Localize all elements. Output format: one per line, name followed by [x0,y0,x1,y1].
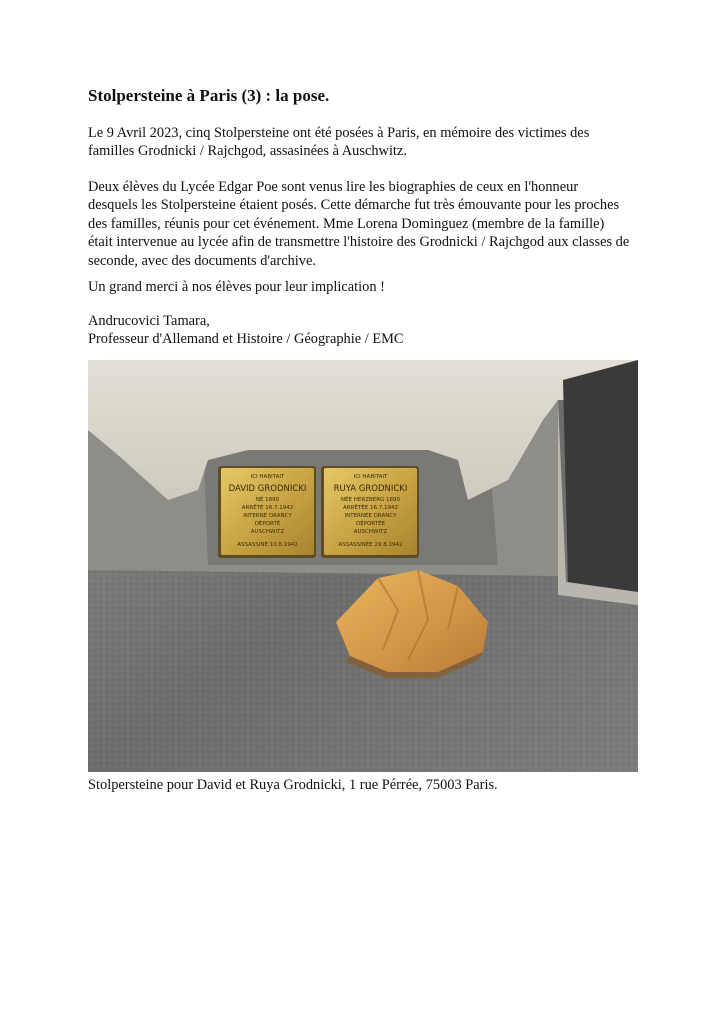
students-paragraph [88,178,648,270]
paragraph-line: Le 9 Avril 2023, cinq Stolpersteine ont été posées à Paris, en mémoire des victimes des [88,125,590,141]
photo-caption: Stolpersteine pour David et Ruya Grodnicki, 1 rue Pérrée, 75003 Paris. [88,777,498,793]
plate-line: INTERNÉ DRANCY [243,513,292,519]
plate-line: AUSCHWITZ [353,529,388,535]
plate-line: ARRÊTÉE 16.7.1942 [343,505,398,511]
plate-line: ICI HABITAIT [250,474,285,480]
signature-role: Professeur d'Allemand et Histoire / Géographie / EMC [88,331,404,348]
paragraph-line: desquels les Stolpersteine étaient posés. Cette démarche fut très émouvante pour les proches [88,197,620,214]
plate-line: ICI HABITAIT [353,474,388,480]
plate-line: NÉ 1890 [255,497,280,503]
page-title: Stolpersteine à Paris (3) : la pose. [88,86,330,105]
plate-line: DAVID GRODNICKI [228,484,307,494]
intro-paragraph [88,124,648,161]
plate-line: DÉPORTÉE [355,521,386,527]
thanks-paragraph: Un grand merci à nos élèves pour leur implication ! [88,279,385,295]
paragraph-line: était intervenue au lycée afin de transmettre l'histoire des Grodnicki / Rajchgod aux classes de [88,234,630,251]
paragraph-line: seconde, avec des documents d'archive. [88,252,316,269]
plate-line: INTERNÉE DRANCY [344,513,397,519]
dark-doorway [563,360,638,592]
plate-line: AUSCHWITZ [250,529,285,535]
paragraph-line: familles Grodnicki / Rajchgod, assasinées à Auschwitz. [88,143,407,160]
signature-name: Andrucovici Tamara, [88,313,210,329]
plate-line: NÉE HERZBERG 1890 [340,497,401,503]
plate-line: ARRÊTÉ 16.7.1942 [241,505,294,511]
stolperstein-left [218,466,316,558]
plate-line: ASSASSINÉ 10.8.1942 [237,542,298,548]
stolperstein-right [321,466,419,558]
stolpersteine-photo [88,360,638,772]
paragraph-line: des familles, réunis pour cet événement. Mme Lorena Dominguez (membre de la famille) [88,215,605,232]
plate-line: ASSASSINÉE 29.8.1942 [338,542,403,548]
plate-line: DÉPORTÉ [254,521,281,527]
plate-line: RUYA GRODNICKI [333,484,408,494]
paragraph-line: Deux élèves du Lycée Edgar Poe sont venus lire les biographies de ceux en l'honneur [88,179,579,195]
photo-illustration [88,360,638,772]
signature [88,312,648,349]
